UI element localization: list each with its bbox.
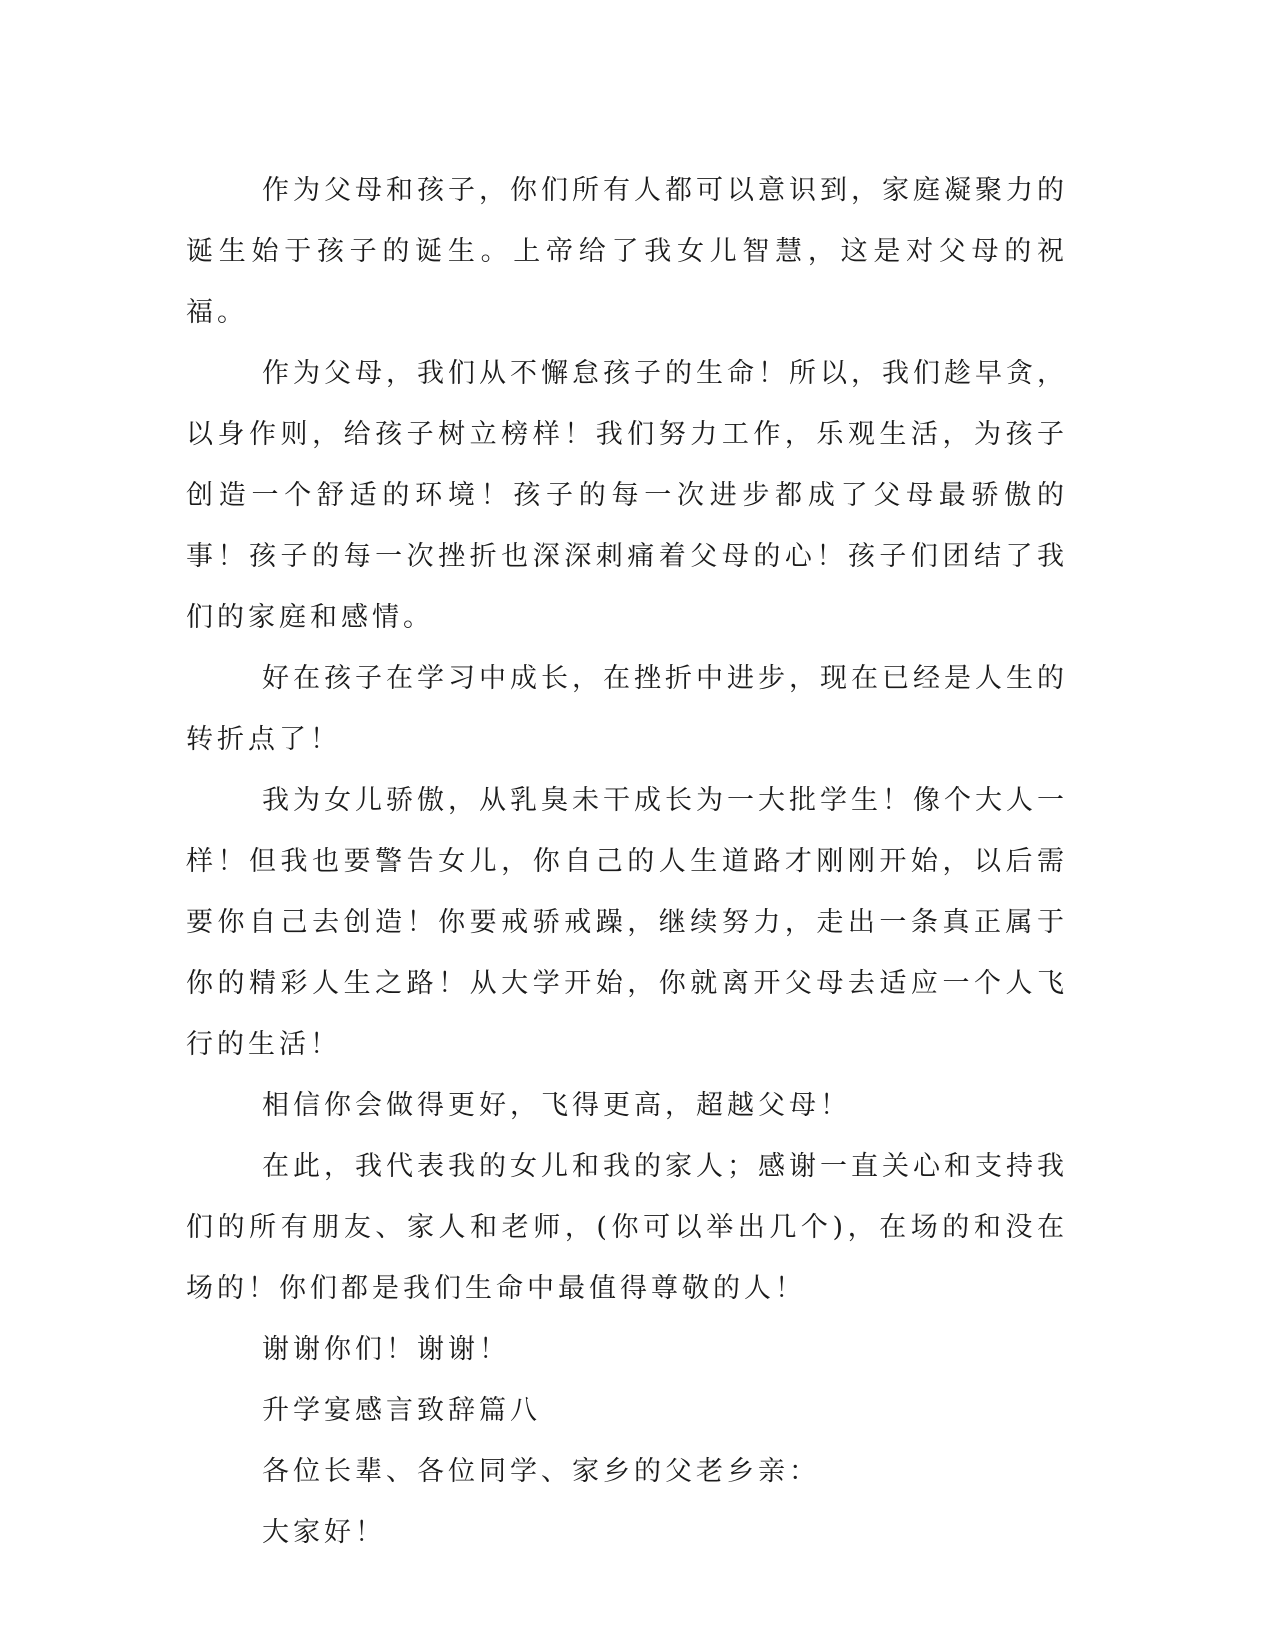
paragraph: 作为父母和孩子，你们所有人都可以意识到，家庭凝聚力的诞生始于孩子的诞生。上帝给了我女儿智慧，这是对父母的祝福。 xyxy=(186,175,1068,328)
paragraph: 作为父母，我们从不懈怠孩子的生命！所以，我们趁早贪，以身作则，给孩子树立榜样！我们努力工作，乐观生活，为孩子创造一个舒适的环境！孩子的每一次进步都成了父母最骄傲的事！孩子的每一次挫折也深深刺痛着父母的心！孩子们团结了我们的家庭和感情。 xyxy=(186,358,1068,633)
salutation: 各位长辈、各位同学、家乡的父老乡亲： xyxy=(262,1456,820,1487)
document-body xyxy=(186,160,1068,1563)
greeting: 大家好！ xyxy=(262,1517,386,1548)
paragraph: 相信你会做得更好，飞得更高，超越父母！ xyxy=(262,1090,851,1121)
section-heading: 升学宴感言致辞篇八 xyxy=(262,1395,541,1426)
paragraph: 在此，我代表我的女儿和我的家人；感谢一直关心和支持我们的所有朋友、家人和老师，(你可以举出几个)，在场的和没在场的！你们都是我们生命中最值得尊敬的人！ xyxy=(186,1151,1068,1304)
paragraph: 好在孩子在学习中成长，在挫折中进步，现在已经是人生的转折点了！ xyxy=(186,663,1068,755)
paragraph: 我为女儿骄傲，从乳臭未干成长为一大批学生！像个大人一样！但我也要警告女儿，你自己的人生道路才刚刚开始，以后需要你自己去创造！你要戒骄戒躁，继续努力，走出一条真正属于你的精彩人生之路！从大学开始，你就离开父母去适应一个人飞行的生活！ xyxy=(186,785,1068,1060)
paragraph: 谢谢你们！谢谢！ xyxy=(262,1334,510,1365)
